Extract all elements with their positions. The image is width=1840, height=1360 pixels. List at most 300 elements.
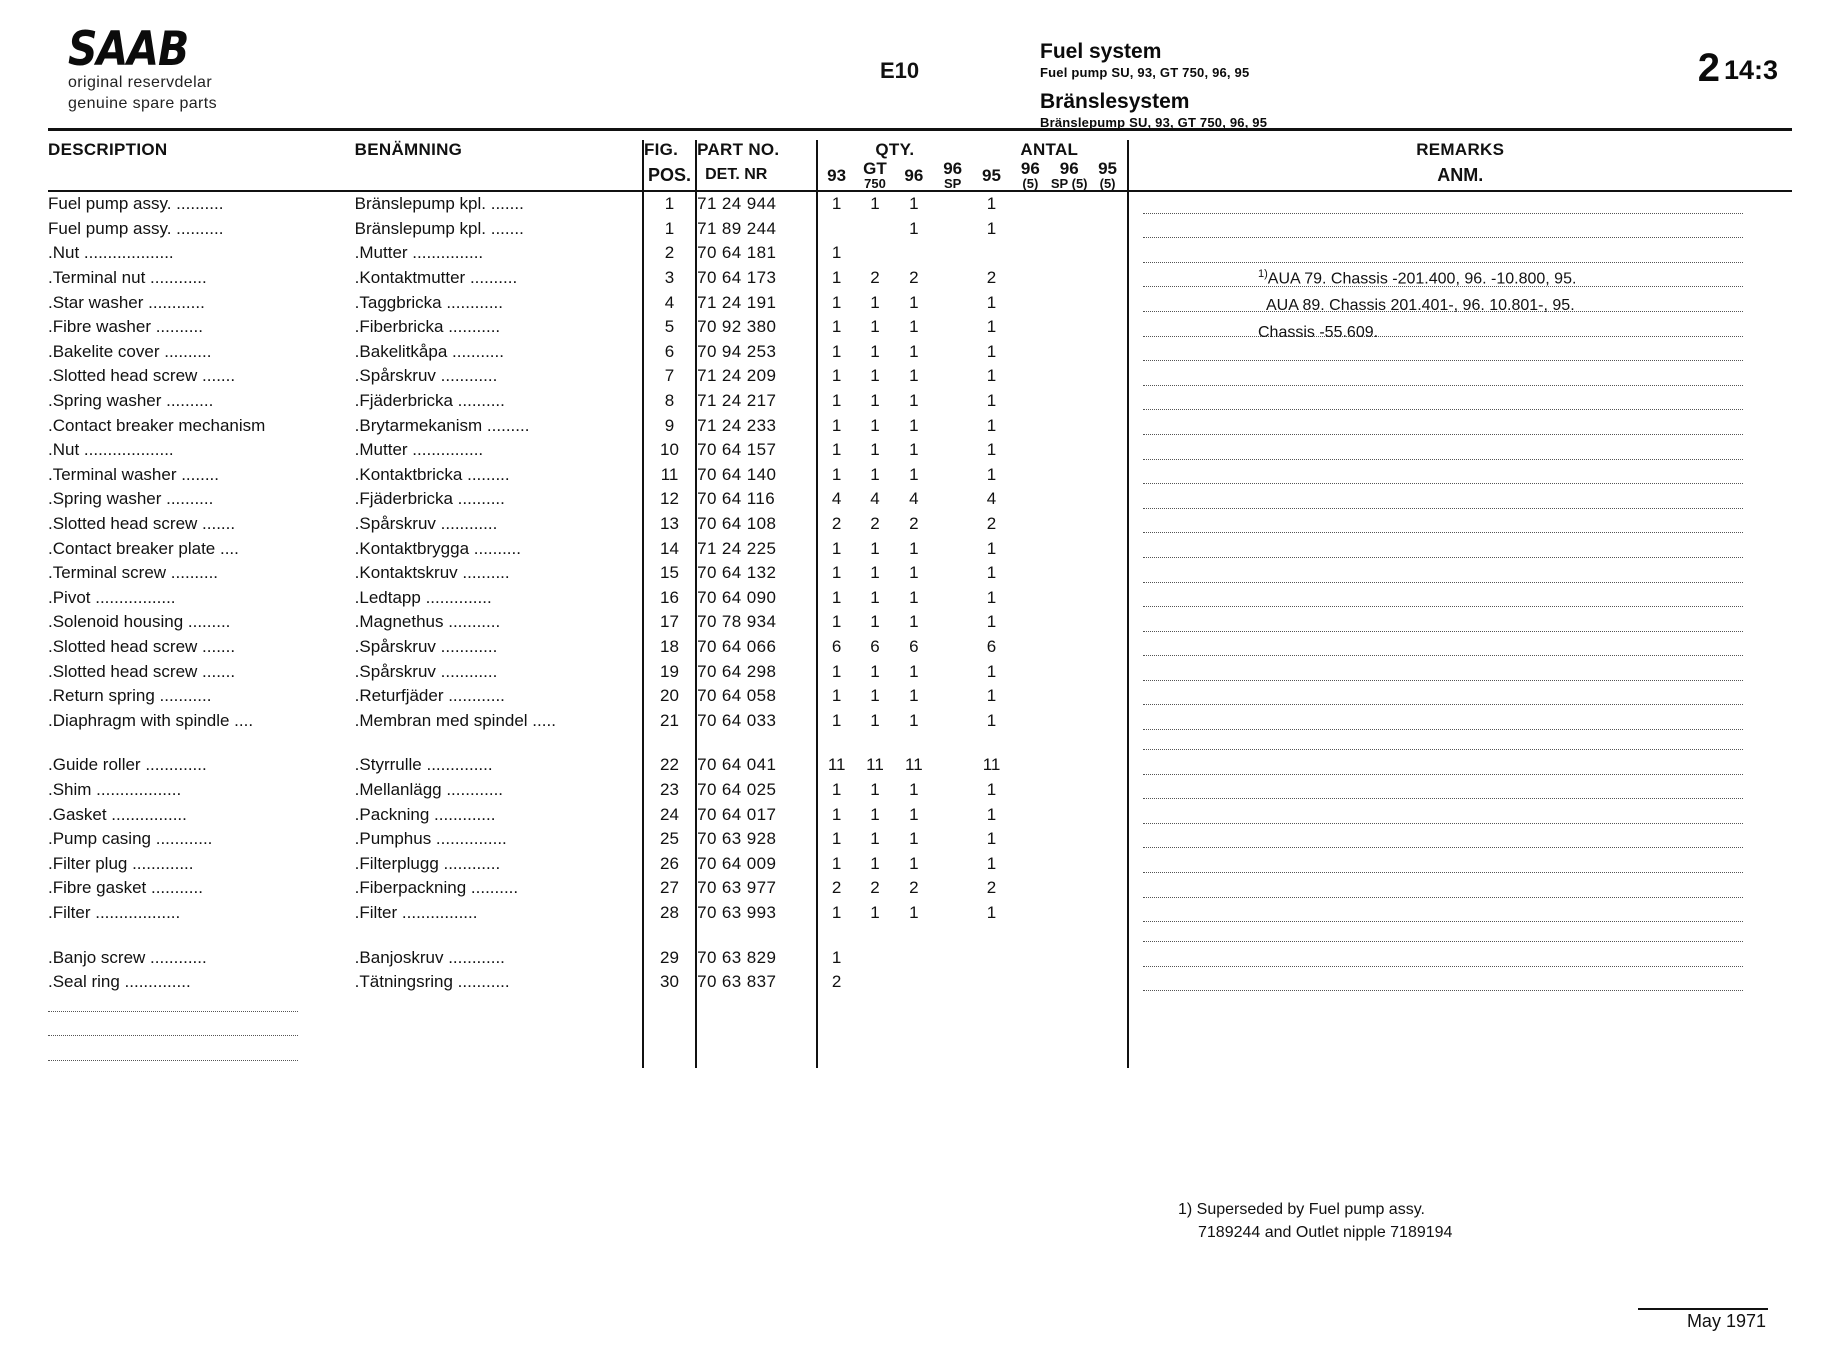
cell-remarks <box>1128 389 1793 414</box>
table-row <box>48 512 1792 537</box>
cell-qty-95: 1 <box>986 218 997 238</box>
cell-qty-96sp-5 <box>1050 340 1089 365</box>
cell-qty-93: 1 <box>817 536 856 561</box>
cell-qty-95: 1 <box>986 366 997 386</box>
cell-qty-96-5 <box>1011 802 1050 827</box>
col-description-blank <box>48 160 355 191</box>
cell-qty-96sp <box>933 753 972 778</box>
cell-benamning: .Kontaktmutter .......... <box>354 268 518 288</box>
cell-qty-95-5 <box>1089 241 1128 266</box>
cell-qty-96: 1 <box>909 612 919 632</box>
cell-qty-96sp <box>933 340 972 365</box>
cell-qty-95: 1 <box>986 779 997 799</box>
cell-fig-pos: 25 <box>643 827 696 852</box>
table-row <box>48 827 1792 852</box>
qty-head-96sp: 96 SP <box>943 159 963 191</box>
cell-description: .Fibre gasket ........... <box>48 878 203 898</box>
cell-qty-93: 1 <box>817 389 856 414</box>
cell-benamning: .Brytarmekanism ......... <box>354 415 530 435</box>
cell-remarks <box>1128 364 1793 389</box>
cell-qty-95-5 <box>1089 827 1128 852</box>
cell-description: .Spring washer .......... <box>48 489 214 509</box>
cell-remarks <box>1128 708 1793 733</box>
cell-qty-gt750: 1 <box>870 415 880 435</box>
cell-qty-gt750: 1 <box>870 440 880 460</box>
cell-description: .Terminal washer ........ <box>48 464 219 484</box>
cell-qty-95: 1 <box>986 853 997 873</box>
cell-qty-gt750: 1 <box>870 341 880 361</box>
cell-remarks <box>1128 945 1793 970</box>
cell-benamning <box>355 1044 643 1069</box>
cell-qty-95 <box>972 970 1011 995</box>
cell-benamning: .Packning ............. <box>354 804 496 824</box>
cell-qty-96: 1 <box>909 391 919 411</box>
cell-fig-pos: 3 <box>643 266 696 291</box>
cell-qty-96-5 <box>1011 487 1050 512</box>
cell-qty-96: 1 <box>909 440 919 460</box>
cell-qty-96sp-5 <box>1050 266 1089 291</box>
cell-benamning: .Kontaktbricka ......... <box>354 464 510 484</box>
cell-benamning: .Kontaktbrygga .......... <box>354 538 521 558</box>
cell-remarks <box>1128 438 1793 463</box>
remark-line-3: Chassis -55.609. <box>1258 324 1379 342</box>
cell-qty-95: 1 <box>986 292 997 312</box>
brand-subtitle-sv: original reservdelar <box>68 74 213 91</box>
cell-benamning: .Mellanlägg ............ <box>354 779 504 799</box>
cell-qty-93 <box>817 217 856 242</box>
cell-qty-96sp-5 <box>1050 364 1089 389</box>
cell-description: .Nut ................... <box>48 440 174 460</box>
cell-qty-96sp-5 <box>1050 586 1089 611</box>
cell-benamning: .Returfjäder ............ <box>354 686 505 706</box>
cell-qty-96sp-5 <box>1050 487 1089 512</box>
cell-qty-95: 1 <box>986 464 997 484</box>
cell-benamning: .Fiberbricka ........... <box>354 317 501 337</box>
cell-qty-96: 1 <box>909 853 919 873</box>
col-det-nr: DET. NR <box>696 160 817 191</box>
cell-benamning: .Kontaktskruv .......... <box>354 563 510 583</box>
cell-qty-96sp-5 <box>1050 659 1089 684</box>
cell-description: .Contact breaker mechanism <box>48 415 266 435</box>
cell-remarks <box>1128 463 1793 488</box>
cell-description <box>48 1019 355 1044</box>
footnote-block <box>1178 1198 1452 1244</box>
table-row <box>48 463 1792 488</box>
cell-qty-96sp-5 <box>1050 970 1089 995</box>
cell-qty-96-5 <box>1011 827 1050 852</box>
cell-description: .Spring washer .......... <box>48 391 214 411</box>
cell-qty-95: 1 <box>986 661 997 681</box>
cell-qty-93: 2 <box>817 970 856 995</box>
table-row <box>48 659 1792 684</box>
cell-qty-95-5 <box>1089 191 1128 217</box>
table-spacer-row <box>48 925 1792 945</box>
footnote-line-2: 7189244 and Outlet nipple 7189194 <box>1198 1224 1453 1242</box>
system-titles <box>1040 40 1267 130</box>
cell-qty-96-5 <box>1011 315 1050 340</box>
cell-qty-96sp-5 <box>1050 610 1089 635</box>
cell-qty-96sp <box>933 364 972 389</box>
cell-part-no: 71 24 225 <box>696 536 817 561</box>
cell-qty-95-5 <box>1089 586 1128 611</box>
cell-qty-96sp <box>933 827 972 852</box>
cell-part-no: 70 64 033 <box>696 708 817 733</box>
cell-qty-93: 1 <box>817 315 856 340</box>
cell-qty-95-5 <box>1089 561 1128 586</box>
cell-qty-93: 1 <box>817 290 856 315</box>
cell-description: .Seal ring .............. <box>48 972 191 992</box>
cell-description: .Shim .................. <box>48 779 182 799</box>
cell-qty-93: 1 <box>817 827 856 852</box>
remarks-block <box>1258 268 1840 342</box>
cell-qty-96sp-5 <box>1050 191 1089 217</box>
cell-qty-95: 6 <box>986 636 997 656</box>
cell-qty-95-5 <box>1089 364 1128 389</box>
cell-remarks <box>1128 340 1793 365</box>
cell-fig-pos: 29 <box>643 945 696 970</box>
cell-fig-pos: 6 <box>643 340 696 365</box>
cell-fig-pos: 5 <box>643 315 696 340</box>
cell-fig-pos: 7 <box>643 364 696 389</box>
cell-qty-95-5 <box>1089 659 1128 684</box>
cell-description: Fuel pump assy. .......... <box>48 218 224 238</box>
cell-qty-96sp <box>933 561 972 586</box>
cell-qty-93: 1 <box>817 191 856 217</box>
cell-qty-96-5 <box>1011 536 1050 561</box>
cell-qty-96sp-5 <box>1050 438 1089 463</box>
cell-qty-95: 1 <box>986 587 997 607</box>
cell-qty-gt750: 11 <box>866 755 884 775</box>
cell-description <box>48 1044 355 1069</box>
parts-table-head <box>48 140 1792 191</box>
cell-qty-95-5 <box>1089 487 1128 512</box>
cell-qty-95: 1 <box>986 710 997 730</box>
cell-qty-96sp-5 <box>1050 241 1089 266</box>
table-empty-row <box>48 1044 1792 1069</box>
cell-qty-96-5 <box>1011 290 1050 315</box>
header-row-1 <box>48 140 1792 160</box>
table-row <box>48 945 1792 970</box>
cell-fig-pos: 22 <box>643 753 696 778</box>
cell-fig-pos: 21 <box>643 708 696 733</box>
table-row <box>48 438 1792 463</box>
cell-qty-gt750: 2 <box>870 514 880 534</box>
cell-qty-96 <box>894 241 933 266</box>
cell-fig-pos: 1 <box>643 217 696 242</box>
cell-qty-96: 1 <box>909 563 919 583</box>
col-part-no: PART NO. <box>696 140 817 160</box>
cell-qty-96sp-5 <box>1050 684 1089 709</box>
cell-qty-96sp <box>933 610 972 635</box>
cell-qty-96sp <box>933 290 972 315</box>
cell-fig-pos: 17 <box>643 610 696 635</box>
cell-qty-95-5 <box>1089 945 1128 970</box>
cell-qty-95: 1 <box>986 538 997 558</box>
cell-qty-96sp <box>933 970 972 995</box>
cell-description: Fuel pump assy. .......... <box>48 194 224 214</box>
cell-qty-96sp-5 <box>1050 635 1089 660</box>
col-qty: QTY. <box>817 140 972 160</box>
cell-part-no: 70 63 977 <box>696 876 817 901</box>
table-empty-row <box>48 1019 1792 1044</box>
cell-benamning: .Pumphus ............... <box>354 829 507 849</box>
cell-benamning: .Banjoskruv ............ <box>354 947 505 967</box>
cell-qty-95: 1 <box>986 804 997 824</box>
header-row-2 <box>48 160 1792 191</box>
cell-qty-96-5 <box>1011 191 1050 217</box>
cell-qty-96-5 <box>1011 708 1050 733</box>
cell-qty-96: 2 <box>909 268 919 288</box>
cell-fig-pos: 16 <box>643 586 696 611</box>
cell-qty-96sp-5 <box>1050 290 1089 315</box>
cell-benamning: .Ledtapp .............. <box>354 587 492 607</box>
cell-qty-95: 1 <box>986 829 997 849</box>
cell-qty-gt750: 1 <box>870 366 880 386</box>
cell-qty-96 <box>894 945 933 970</box>
cell-qty-96: 4 <box>909 489 919 509</box>
system-title-sv: Bränslesystem <box>1040 90 1190 114</box>
cell-qty-96sp <box>933 463 972 488</box>
cell-description <box>48 994 355 1019</box>
cell-qty-gt750: 1 <box>870 902 880 922</box>
cell-qty-gt750: 1 <box>870 710 880 730</box>
cell-remarks <box>1128 659 1793 684</box>
qty-head-gt750: GT 750 <box>863 159 887 191</box>
cell-qty-96sp-5 <box>1050 945 1089 970</box>
cell-remarks <box>1128 876 1793 901</box>
cell-qty-96sp <box>933 586 972 611</box>
cell-qty-96-5 <box>1011 851 1050 876</box>
cell-qty-96sp-5 <box>1050 827 1089 852</box>
cell-qty-96: 1 <box>909 804 919 824</box>
cell-benamning: .Spårskruv ............ <box>354 636 498 656</box>
cell-remarks <box>1128 561 1793 586</box>
cell-qty-96sp-5 <box>1050 561 1089 586</box>
cell-part-no: 70 92 380 <box>696 315 817 340</box>
cell-qty-gt750 <box>856 970 895 995</box>
cell-qty-95-5 <box>1089 536 1128 561</box>
cell-qty-93: 1 <box>817 586 856 611</box>
cell-qty-95-5 <box>1089 315 1128 340</box>
cell-benamning: .Fiberpackning .......... <box>354 878 519 898</box>
cell-part-no: 70 63 993 <box>696 901 817 926</box>
cell-benamning: .Taggbricka ............ <box>354 292 504 312</box>
cell-qty-gt750 <box>856 945 895 970</box>
cell-description: .Slotted head screw ....... <box>48 366 236 386</box>
cell-qty-gt750: 4 <box>870 489 880 509</box>
cell-qty-96 <box>894 970 933 995</box>
cell-qty-gt750: 2 <box>870 268 880 288</box>
table-spacer-row <box>48 733 1792 753</box>
system-subtitle-sv: Bränslepump SU, 93, GT 750, 96, 95 <box>1040 115 1268 131</box>
page-number-chapter: 2 <box>1697 46 1720 90</box>
cell-qty-93: 1 <box>817 802 856 827</box>
cell-remarks <box>1128 753 1793 778</box>
cell-part-no: 71 24 209 <box>696 364 817 389</box>
cell-part-no: 71 89 244 <box>696 217 817 242</box>
cell-description: .Solenoid housing ......... <box>48 612 231 632</box>
cell-qty-93: 1 <box>817 561 856 586</box>
cell-qty-95-5 <box>1089 389 1128 414</box>
cell-qty-93: 1 <box>817 778 856 803</box>
cell-qty-93: 1 <box>817 463 856 488</box>
cell-fig-pos: 18 <box>643 635 696 660</box>
cell-fig-pos: 2 <box>643 241 696 266</box>
cell-qty-96sp-5 <box>1050 753 1089 778</box>
cell-qty-93: 1 <box>817 438 856 463</box>
cell-qty-96: 2 <box>909 878 919 898</box>
cell-qty-93: 2 <box>817 876 856 901</box>
cell-qty-96sp <box>933 241 972 266</box>
cell-qty-96-5 <box>1011 266 1050 291</box>
cell-qty-gt750: 1 <box>870 587 880 607</box>
cell-remarks <box>1128 241 1793 266</box>
cell-qty-93: 1 <box>817 364 856 389</box>
cell-benamning <box>355 994 643 1019</box>
cell-qty-gt750: 1 <box>870 853 880 873</box>
cell-qty-95-5 <box>1089 290 1128 315</box>
qty-head-96: 96 <box>904 165 924 185</box>
cell-description: .Banjo screw ............ <box>48 947 207 967</box>
cell-qty-95: 1 <box>986 415 997 435</box>
table-row <box>48 586 1792 611</box>
cell-fig-pos: 27 <box>643 876 696 901</box>
cell-qty-95-5 <box>1089 463 1128 488</box>
system-title-en: Fuel system <box>1040 40 1162 63</box>
cell-remarks <box>1128 901 1793 926</box>
cell-fig-pos: 15 <box>643 561 696 586</box>
cell-qty-96sp-5 <box>1050 802 1089 827</box>
cell-qty-96: 1 <box>909 710 919 730</box>
cell-qty-96: 1 <box>909 464 919 484</box>
cell-benamning: .Mutter ............... <box>354 440 484 460</box>
cell-benamning: .Membran med spindel ..... <box>354 710 556 730</box>
table-row <box>48 191 1792 217</box>
cell-fig-pos: 30 <box>643 970 696 995</box>
cell-benamning: Bränslepump kpl. ....... <box>354 218 524 238</box>
table-row <box>48 970 1792 995</box>
cell-fig-pos: 19 <box>643 659 696 684</box>
cell-benamning: .Fjäderbricka .......... <box>354 391 505 411</box>
cell-fig-pos: 10 <box>643 438 696 463</box>
cell-qty-96sp-5 <box>1050 536 1089 561</box>
cell-qty-gt750 <box>856 217 895 242</box>
page-number-section: 14:3 <box>1723 55 1778 85</box>
cell-qty-95: 2 <box>986 268 997 288</box>
cell-description: .Slotted head screw ....... <box>48 661 236 681</box>
cell-fig-pos: 12 <box>643 487 696 512</box>
cell-fig-pos: 28 <box>643 901 696 926</box>
cell-qty-95: 1 <box>986 194 997 214</box>
cell-part-no: 71 24 191 <box>696 290 817 315</box>
cell-benamning: .Spårskruv ............ <box>354 661 498 681</box>
cell-remarks <box>1128 610 1793 635</box>
cell-remarks <box>1128 586 1793 611</box>
footnote-line-1: 1) Superseded by Fuel pump assy. <box>1178 1201 1425 1218</box>
cell-part-no: 70 63 829 <box>696 945 817 970</box>
cell-part-no: 70 64 157 <box>696 438 817 463</box>
qty-head-95: 95 <box>982 165 1001 185</box>
cell-benamning: .Spårskruv ............ <box>354 514 498 534</box>
qty-head-95-5: 95 (5) <box>1098 159 1118 191</box>
table-empty-row <box>48 994 1792 1019</box>
table-row <box>48 876 1792 901</box>
cell-part-no: 70 63 928 <box>696 827 817 852</box>
cell-qty-96: 1 <box>909 829 919 849</box>
cell-qty-96sp-5 <box>1050 413 1089 438</box>
cell-qty-gt750: 1 <box>870 317 880 337</box>
cell-qty-96sp <box>933 659 972 684</box>
cell-qty-95: 2 <box>986 878 997 898</box>
cell-qty-96-5 <box>1011 438 1050 463</box>
cell-remarks <box>1128 512 1793 537</box>
cell-qty-96sp <box>933 901 972 926</box>
cell-description: .Star washer ............ <box>48 292 205 312</box>
cell-qty-96sp <box>933 536 972 561</box>
cell-qty-93: 1 <box>817 851 856 876</box>
cell-fig-pos: 24 <box>643 802 696 827</box>
table-row <box>48 217 1792 242</box>
cell-qty-95: 11 <box>982 755 1001 775</box>
cell-qty-95: 1 <box>986 686 997 706</box>
cell-qty-93: 2 <box>817 512 856 537</box>
cell-qty-96: 1 <box>909 292 919 312</box>
cell-qty-95 <box>972 945 1011 970</box>
cell-qty-96-5 <box>1011 970 1050 995</box>
cell-description: .Contact breaker plate .... <box>48 538 239 558</box>
cell-qty-96sp <box>933 438 972 463</box>
cell-description: .Diaphragm with spindle .... <box>48 710 254 730</box>
table-row <box>48 753 1792 778</box>
cell-qty-gt750: 1 <box>870 804 880 824</box>
qty-head-96-5: 96 (5) <box>1020 159 1040 191</box>
date-underline <box>1638 1308 1768 1310</box>
table-row <box>48 536 1792 561</box>
cell-qty-95: 1 <box>986 341 997 361</box>
cell-qty-93: 1 <box>817 610 856 635</box>
cell-qty-96: 1 <box>909 341 919 361</box>
cell-description: .Terminal screw .......... <box>48 563 219 583</box>
cell-qty-96-5 <box>1011 389 1050 414</box>
cell-remarks <box>1128 191 1793 217</box>
table-row <box>48 708 1792 733</box>
cell-benamning: .Fjäderbricka .......... <box>354 489 505 509</box>
cell-part-no: 70 64 298 <box>696 659 817 684</box>
cell-qty-93: 1 <box>817 684 856 709</box>
table-row <box>48 340 1792 365</box>
cell-fig-pos: 11 <box>643 463 696 488</box>
cell-benamning: .Filterplugg ............ <box>354 853 501 873</box>
cell-part-no: 70 64 108 <box>696 512 817 537</box>
page-number <box>1698 46 1778 91</box>
cell-description: .Bakelite cover .......... <box>48 341 212 361</box>
cell-qty-96-5 <box>1011 241 1050 266</box>
cell-remarks <box>1128 970 1793 995</box>
cell-qty-gt750: 1 <box>870 391 880 411</box>
cell-fig-pos: 20 <box>643 684 696 709</box>
cell-qty-96-5 <box>1011 945 1050 970</box>
cell-qty-95-5 <box>1089 340 1128 365</box>
cell-qty-95: 1 <box>986 612 997 632</box>
cell-fig-pos: 26 <box>643 851 696 876</box>
cell-qty-96sp <box>933 413 972 438</box>
table-row <box>48 413 1792 438</box>
cell-description: .Fibre washer .......... <box>48 317 203 337</box>
brand-subtitle-en: genuine spare parts <box>68 95 218 112</box>
cell-fig-pos: 13 <box>643 512 696 537</box>
cell-benamning <box>355 1019 643 1044</box>
cell-part-no: 70 63 837 <box>696 970 817 995</box>
